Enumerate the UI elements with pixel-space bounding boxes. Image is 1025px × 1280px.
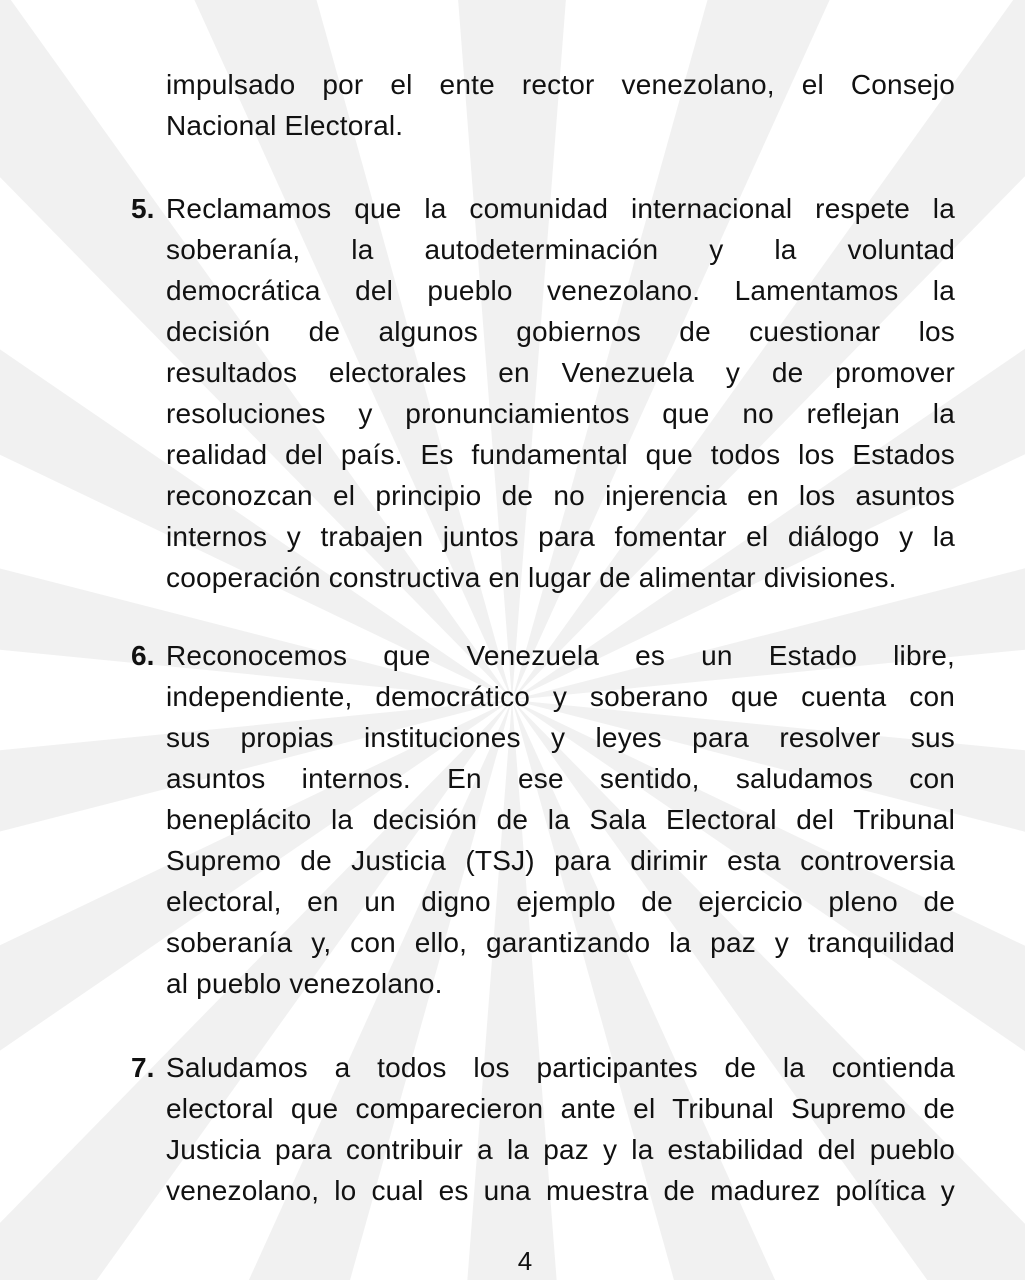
item-number: 7. [131, 1052, 155, 1083]
paragraph-line: soberanía, la autodeterminación y la voluntad [166, 234, 955, 265]
page-number: 4 [517, 1246, 533, 1276]
paragraph-line: independiente, democrático y soberano que cuenta con [166, 681, 955, 712]
paragraph-line: reconozcan el principio de no injerencia en los asuntos [166, 480, 955, 511]
paragraph-line: venezolano, lo cual es una muestra de madurez política y [166, 1175, 955, 1206]
intro-paragraph [166, 64, 955, 146]
paragraph-line: Reconocemos que Venezuela es un Estado libre, [166, 640, 955, 671]
item-5-paragraph [166, 188, 955, 598]
item-6-paragraph [166, 635, 955, 1004]
paragraph-line: realidad del país. Es fundamental que todos los Estados [166, 439, 955, 470]
paragraph-line: electoral que comparecieron ante el Tribunal Supremo de [166, 1093, 955, 1124]
item-7-paragraph [166, 1047, 955, 1211]
paragraph-line: decisión de algunos gobiernos de cuestionar los [166, 316, 955, 347]
paragraph-line: Reclamamos que la comunidad internacional respete la [166, 193, 955, 224]
paragraph-line: beneplácito la decisión de la Sala Electoral del Tribunal [166, 804, 955, 835]
paragraph-line: sus propias instituciones y leyes para resolver sus [166, 722, 955, 753]
item-number: 5. [131, 193, 155, 224]
paragraph-line: asuntos internos. En ese sentido, saludamos con [166, 763, 955, 794]
paragraph-line: democrática del pueblo venezolano. Lamentamos la [166, 275, 955, 306]
paragraph-line: Saludamos a todos los participantes de la contienda [166, 1052, 955, 1083]
paragraph-line: electoral, en un digno ejemplo de ejercicio pleno de [166, 886, 955, 917]
paragraph-line: Nacional Electoral. [166, 110, 404, 141]
paragraph-line: resoluciones y pronunciamientos que no reflejan la [166, 398, 955, 429]
paragraph-line: resultados electorales en Venezuela y de promover [166, 357, 955, 388]
paragraph-line: Supremo de Justicia (TSJ) para dirimir esta controversia [166, 845, 955, 876]
paragraph-line: soberanía y, con ello, garantizando la paz y tranquilidad [166, 927, 955, 958]
paragraph-line: Justicia para contribuir a la paz y la estabilidad del pueblo [166, 1134, 955, 1165]
paragraph-line: al pueblo venezolano. [166, 968, 443, 999]
paragraph-line: internos y trabajen juntos para fomentar el diálogo y la [166, 521, 955, 552]
item-number: 6. [131, 640, 155, 671]
paragraph-line: impulsado por el ente rector venezolano, el Consejo [166, 69, 955, 100]
paragraph-line: cooperación constructiva en lugar de alimentar divisiones. [166, 562, 897, 593]
